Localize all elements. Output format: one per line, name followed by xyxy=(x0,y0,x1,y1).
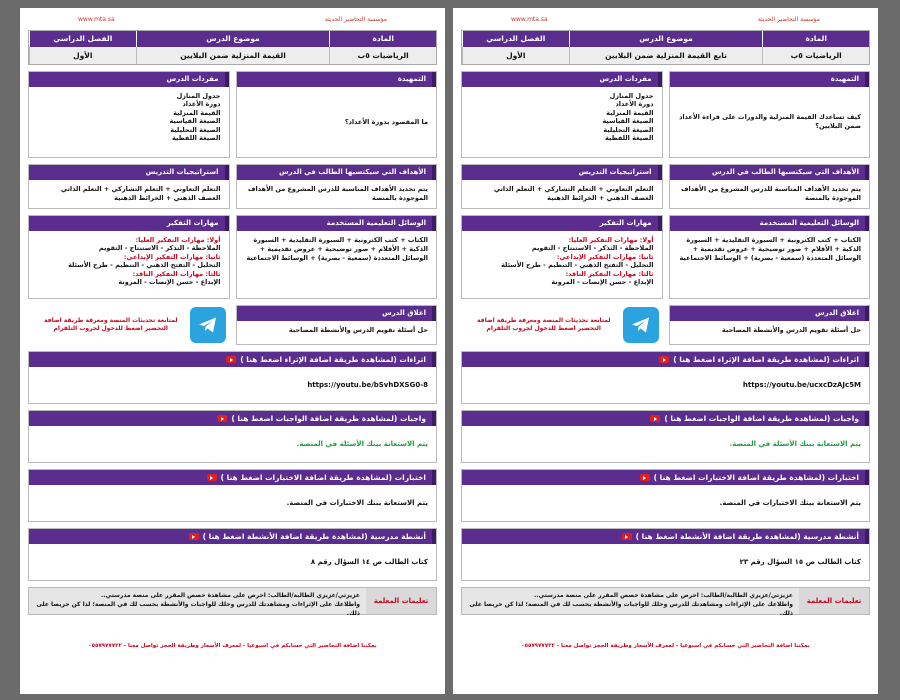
vocab-list xyxy=(462,87,662,148)
telegram-promo[interactable] xyxy=(28,305,230,345)
tools-text: الكتاب + كتب الكترونية + السبورة التقليدية + السبورة الذكية + الأقلام + صور توضيحية + عروض تقديمية + الوسائل المتعددة (سمعية - بصرية) + الوسائط الاجتماعية xyxy=(679,236,861,262)
telegram-icon[interactable] xyxy=(623,307,659,343)
closing-box xyxy=(236,305,438,345)
tools-header: الوسائل التعليمية المستخدمة xyxy=(670,216,870,231)
thinking-header: مهارات التفكير xyxy=(462,216,662,231)
notes-line: واطلاعك على الإثراءات ومشاهدتك للدرس وحلك للواجبات والأنشطة بحسب لك في المنصة؛ لذا كن حريصا على ذلك. xyxy=(469,601,793,617)
vocab-item: الصيغة التحليلية xyxy=(170,125,221,134)
site-url[interactable]: www.mta.sa xyxy=(511,15,548,23)
vocab-item: الصيغة القياسية xyxy=(169,117,221,126)
thinking-list xyxy=(29,231,229,292)
thinking-line: الإبداع - حسن الإنصات - المرونة xyxy=(118,278,221,287)
subject-value: الرياضيات ٥ب xyxy=(762,47,869,64)
enrichment-section xyxy=(28,351,437,404)
enrichment-link[interactable]: https://youtu.be/bSvhDXSG0-8 xyxy=(307,381,428,389)
thinking-heading: ثانيا: مهارات التفكير الإبداعي: xyxy=(556,252,654,261)
vocab-item: الصيغة التحليلية xyxy=(603,125,654,134)
enrichment-header[interactable] xyxy=(462,352,869,367)
vocab-item: جدول المنازل xyxy=(176,92,221,100)
activities-header[interactable] xyxy=(29,529,436,544)
vocab-header: مفردات الدرس xyxy=(29,72,229,87)
notes-line: واطلاعك على الإثراءات ومشاهدتك للدرس وحلك للواجبات والأنشطة بحسب لك في المنصة؛ لذا كن حريصا على ذلك. xyxy=(36,601,360,617)
youtube-icon[interactable] xyxy=(640,474,650,481)
objectives-header: الأهداف التي سيكتسبها الطالب في الدرس xyxy=(670,165,870,180)
vocab-list xyxy=(29,87,229,148)
topic-header: موضوع الدرس xyxy=(569,31,763,47)
youtube-icon[interactable] xyxy=(217,415,227,422)
enrichment-section xyxy=(461,351,870,404)
tools-box xyxy=(236,215,438,299)
page-top-line xyxy=(28,12,437,26)
closing-header: اغلاق الدرس xyxy=(237,306,437,321)
objectives-text: يتم تحديد الأهداف المناسبة للدرس المشروع من الأهداف الموجودة بالمنصة xyxy=(680,185,861,202)
notes-label: تعليمات المعلمة xyxy=(366,588,436,614)
intro-text: ما المقصود بدورة الأعداد؟ xyxy=(344,117,428,126)
teacher-notes xyxy=(461,587,870,615)
intro-box xyxy=(236,71,438,158)
topic-value: تابع القيمة المنزلية ضمن البلايين xyxy=(569,47,763,64)
objectives-text: يتم تحديد الأهداف المناسبة للدرس المشروع من الأهداف الموجودة بالمنصة xyxy=(247,185,428,202)
thinking-heading: ثالثا: مهارات التفكير الناقد: xyxy=(565,269,654,278)
objectives-box xyxy=(236,164,438,209)
thinking-line: الملاحظة - التذكر - الاستنتاج - التقويم xyxy=(98,244,221,253)
thinking-header: مهارات التفكير xyxy=(29,216,229,231)
notes-text xyxy=(462,588,799,617)
thinking-line: الإبداع - حسن الإنصات - المرونة xyxy=(551,278,654,287)
tests-label[interactable]: اختبارات (لمشاهدة طريقة اضافة الاختبارات اضغط هنا ) xyxy=(220,473,426,482)
strategies-header: استراتيجيات التدريس xyxy=(462,165,662,180)
activities-text: كتاب الطالب ص ١٥ السؤال رقم ٢٣ xyxy=(739,558,861,566)
page-top-line xyxy=(461,12,870,26)
activities-section xyxy=(28,528,437,581)
homework-header[interactable] xyxy=(29,411,436,426)
closing-text: حل أسئلة تقويم الدرس والأنشطة المصاحبة xyxy=(721,326,861,334)
vocab-item: القيمة المنزلية xyxy=(173,108,221,117)
vocab-box xyxy=(461,71,663,158)
lesson-page-left xyxy=(20,8,445,694)
homework-label[interactable]: واجبات (لمشاهدة طريقة اضافة الواجبات اضغط هنا ) xyxy=(664,414,859,423)
tests-section xyxy=(461,469,870,522)
telegram-text[interactable]: لمتابعة تحديثات المنصة ومعرفة طريقة اضافة التحضير اضغط للدخول لجروب التلقرام xyxy=(477,316,611,332)
notes-line: عزيزتي/عزيزي الطالبة/الطالب: احرص على مشاهدة حصص المقرر على منصة مدرستي.. xyxy=(100,592,360,599)
tools-box xyxy=(669,215,871,299)
intro-box xyxy=(669,71,871,158)
vocab-box xyxy=(28,71,230,158)
page-footer: بمكننا اضافة التحاضير التي حسابكم في اسبوعيا - لمعرف الأسعار وطريقة الحجز تواصل معنا - ٠٥٥٧٩٧٧٧٢٢ xyxy=(88,643,377,649)
thinking-heading: ثانيا: مهارات التفكير الإبداعي: xyxy=(123,252,221,261)
youtube-icon[interactable] xyxy=(207,474,217,481)
tests-text: يتم الاستعانة ببنك الاختبارات في المنصة. xyxy=(286,499,428,507)
topic-header: موضوع الدرس xyxy=(136,31,330,47)
tests-text: يتم الاستعانة ببنك الاختبارات في المنصة. xyxy=(719,499,861,507)
strategies-line: العصف الذهني + الخرائط الذهنية xyxy=(114,193,221,202)
telegram-icon[interactable] xyxy=(190,307,226,343)
semester-header: الفصل الدراسي xyxy=(29,31,136,47)
notes-line: عزيزتي/عزيزي الطالبة/الطالب: احرص على مشاهدة حصص المقرر على منصة مدرستي.. xyxy=(533,592,793,599)
subject-value: الرياضيات ٥ب xyxy=(329,47,436,64)
enrichment-label[interactable]: اثراءات (لمشاهدة طريقة اضافة الإثراء اضغط هنا ) xyxy=(240,355,426,364)
tests-section xyxy=(28,469,437,522)
tools-text: الكتاب + كتب الكترونية + السبورة التقليدية + السبورة الذكية + الأقلام + صور توضيحية + عروض تقديمية + الوسائل المتعددة (سمعية - بصرية) + الوسائط الاجتماعية xyxy=(246,236,428,262)
thinking-box xyxy=(28,215,230,299)
homework-text: يتم الاستعانة ببنك الأسئلة في المنصة. xyxy=(296,440,428,448)
page-footer: بمكننا اضافة التحاضير التي حسابكم في اسبوعيا - لمعرف الأسعار وطريقة الحجز تواصل معنا - ٠٥٥٧٩٧٧٧٢٢ xyxy=(521,643,810,649)
strategies-line: العصف الذهني + الخرائط الذهنية xyxy=(547,193,654,202)
strategies-box xyxy=(461,164,663,209)
vocab-item: الصيغة القياسية xyxy=(602,117,654,126)
closing-text: حل أسئلة تقويم الدرس والأنشطة المصاحبة xyxy=(288,326,428,334)
youtube-icon[interactable] xyxy=(622,533,632,540)
vocab-item: الصيغة اللفظية xyxy=(171,134,221,143)
activities-label[interactable]: أنشطة مدرسية (لمشاهدة طريقة اضافة الأنشطة اضغط هنا ) xyxy=(635,532,859,541)
homework-section xyxy=(28,410,437,463)
enrichment-label[interactable]: اثراءات (لمشاهدة طريقة اضافة الإثراء اضغط هنا ) xyxy=(673,355,859,364)
org-name: مؤسسة التحاضير الحديثة xyxy=(324,15,387,23)
semester-header: الفصل الدراسي xyxy=(462,31,569,47)
lesson-info-table xyxy=(461,30,870,65)
strategies-header: استراتيجيات التدريس xyxy=(29,165,229,180)
site-url[interactable]: www.mta.sa xyxy=(78,15,115,23)
strategies-line: التعلم التعاوني + التعلم التشاركي + التعلم الذاتي xyxy=(493,185,654,193)
objectives-box xyxy=(669,164,871,209)
lesson-page-right xyxy=(453,8,878,694)
youtube-icon[interactable] xyxy=(659,356,669,363)
enrichment-link[interactable]: https://youtu.be/ucxcDzAJc5M xyxy=(742,381,861,389)
homework-label[interactable]: واجبات (لمشاهدة طريقة اضافة الواجبات اضغط هنا ) xyxy=(231,414,426,423)
vocab-item: دورة الأعداد xyxy=(182,100,221,109)
tests-label[interactable]: اختبارات (لمشاهدة طريقة اضافة الاختبارات اضغط هنا ) xyxy=(653,473,859,482)
tests-header[interactable] xyxy=(29,470,436,485)
vocab-item: جدول المنازل xyxy=(609,92,654,100)
subject-header: المادة xyxy=(762,31,869,47)
vocab-header: مفردات الدرس xyxy=(462,72,662,87)
strategies-text xyxy=(462,180,662,208)
strategies-line: التعلم التعاوني + التعلم التشاركي + التعلم الذاتي xyxy=(60,185,221,193)
thinking-heading: أولا: مهارات التفكير العليا: xyxy=(568,236,654,244)
thinking-list xyxy=(462,231,662,292)
thinking-box xyxy=(461,215,663,299)
thinking-line: التحليل - التفتح الذهني - التنظيم - طرح الأسئلة xyxy=(68,261,221,270)
subject-header: المادة xyxy=(329,31,436,47)
activities-label[interactable]: أنشطة مدرسية (لمشاهدة طريقة اضافة الأنشطة اضغط هنا ) xyxy=(202,532,426,541)
notes-text xyxy=(29,588,366,617)
thinking-line: الملاحظة - التذكر - الاستنتاج - التقويم xyxy=(531,244,654,253)
activities-section xyxy=(461,528,870,581)
homework-section xyxy=(461,410,870,463)
objectives-header: الأهداف التي سيكتسبها الطالب في الدرس xyxy=(237,165,437,180)
tools-header: الوسائل التعليمية المستخدمة xyxy=(237,216,437,231)
vocab-item: الصيغة اللفظية xyxy=(604,134,654,143)
strategies-text xyxy=(29,180,229,208)
topic-value: القيمة المنزلية ضمن البلايين xyxy=(136,47,330,64)
vocab-item: دورة الأعداد xyxy=(615,100,654,109)
youtube-icon[interactable] xyxy=(650,415,660,422)
closing-box xyxy=(669,305,871,345)
notes-label: تعليمات المعلمة xyxy=(799,588,869,614)
youtube-icon[interactable] xyxy=(226,356,236,363)
thinking-line: التحليل - التفتح الذهني - التنظيم - طرح الأسئلة xyxy=(501,261,654,270)
homework-header[interactable] xyxy=(462,411,869,426)
intro-text: كيف تساعدك القيمة المنزلية والدورات على قراءة الأعداد ضمن البلايين؟ xyxy=(679,113,861,130)
vocab-item: القيمة المنزلية xyxy=(606,108,654,117)
telegram-text[interactable]: لمتابعة تحديثات المنصة ومعرفة طريقة اضافة التحضير اضغط للدخول لجروب التلقرام xyxy=(44,316,178,332)
strategies-box xyxy=(28,164,230,209)
tests-header[interactable] xyxy=(462,470,869,485)
telegram-promo[interactable] xyxy=(461,305,663,345)
lesson-info-table xyxy=(28,30,437,65)
semester-value: الأول xyxy=(29,47,136,64)
thinking-heading: ثالثا: مهارات التفكير الناقد: xyxy=(132,269,221,278)
homework-text: يتم الاستعانة ببنك الأسئلة في المنصة. xyxy=(729,440,861,448)
intro-header: التمهيدة xyxy=(237,72,437,87)
org-name: مؤسسة التحاضير الحديثة xyxy=(757,15,820,23)
activities-header[interactable] xyxy=(462,529,869,544)
enrichment-header[interactable] xyxy=(29,352,436,367)
closing-header: اغلاق الدرس xyxy=(670,306,870,321)
intro-header: التمهيدة xyxy=(670,72,870,87)
lesson-details-grid xyxy=(461,71,870,345)
lesson-details-grid xyxy=(28,71,437,345)
semester-value: الأول xyxy=(462,47,569,64)
youtube-icon[interactable] xyxy=(189,533,199,540)
activities-text: كتاب الطالب ص ١٤ السؤال رقم ٨ xyxy=(310,558,428,566)
thinking-heading: أولا: مهارات التفكير العليا: xyxy=(135,236,221,244)
teacher-notes xyxy=(28,587,437,615)
